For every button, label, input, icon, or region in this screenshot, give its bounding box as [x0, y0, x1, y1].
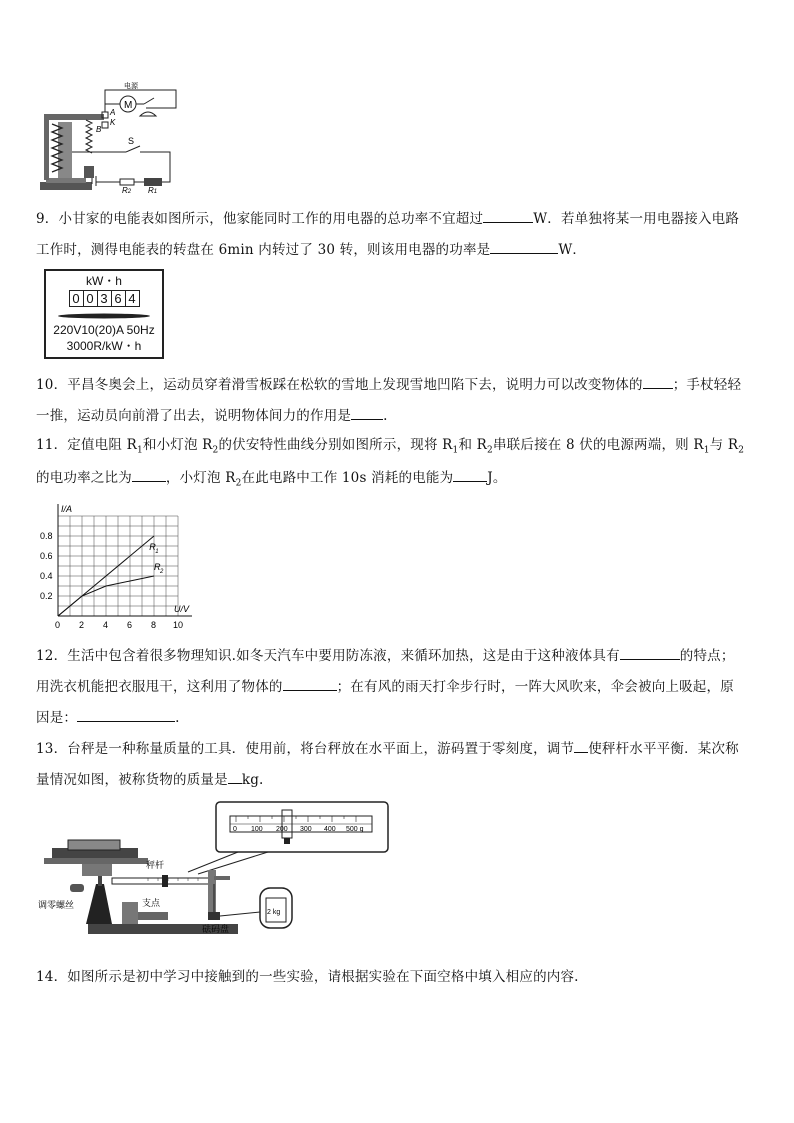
q13-number: 13．	[36, 741, 68, 757]
weight-pan-label: 砝码盘	[202, 924, 230, 934]
label-K: K	[110, 118, 116, 127]
label-A: A	[110, 108, 116, 117]
q13-blank-2[interactable]	[228, 769, 242, 784]
x-tick-label: 10	[173, 620, 184, 630]
switch-S-label: S	[128, 136, 135, 146]
series-label-sub-R1: 1	[155, 549, 159, 555]
q12-blank-3[interactable]	[77, 707, 175, 722]
x-tick-label: 8	[151, 620, 157, 630]
energy-meter	[44, 269, 164, 359]
q13-line1: 13．台秤是一种称量质量的工具．使用前，将台秤放在水平面上，游码置于零刻度，调节 使秤杆水平平衡．某次称	[36, 738, 739, 758]
q12-line2: 用洗衣机能把衣服甩干，这利用了物体的 ；在有风的雨天打伞步行时，一阵大风吹来，伞会被向上吸起，原	[36, 676, 734, 696]
label-B: B	[96, 125, 102, 134]
platform-scale-figure	[38, 800, 398, 942]
relay-circuit-figure	[36, 82, 186, 194]
q12-line1: 12．生活中包含着很多物理知识.如冬天汽车中要用防冻液，来循环加热，这是由于这种液体具有 的特点；	[36, 645, 735, 665]
weight-2kg-label: 2 kg	[267, 909, 281, 916]
y-axis-label: I/A	[61, 504, 73, 514]
x-tick-label: 4	[103, 620, 109, 630]
meter-rev: 3000R/kW・h	[66, 339, 142, 353]
scale-tick-0: 0	[233, 826, 237, 833]
scale-tick-500: 500 g	[346, 826, 364, 833]
meter-digits	[46, 290, 162, 307]
q10-line1: 10．平昌冬奥会上，运动员穿着滑雪板踩在松软的雪地上发现雪地凹陷下去，说明力可以改变物体的 ；手杖轻轻	[36, 374, 741, 394]
x-axis-label: U/V	[174, 604, 190, 614]
q12-line3: 因是： .	[36, 707, 180, 727]
q12-blank-2[interactable]	[283, 676, 337, 691]
q14-number: 14．	[36, 969, 68, 985]
q12-number: 12．	[36, 648, 68, 664]
meter-digit: 3	[98, 290, 112, 307]
q9-blank-2[interactable]	[490, 239, 558, 254]
meter-digit: 0	[84, 290, 98, 307]
beam-label: 秤杆	[146, 860, 165, 870]
q12-blank-1[interactable]	[620, 645, 680, 660]
R2-label: R2	[122, 186, 132, 194]
meter-disc-icon	[46, 310, 162, 322]
scale-tick-400: 400	[324, 826, 336, 833]
series-label-R2: R	[154, 562, 161, 572]
q9-line1: 9．小甘家的电能表如图所示，他家能同时工作的用电器的总功率不宜超过 W．若单独将某一用电器接入电路	[36, 208, 739, 228]
q9-number: 9．	[36, 211, 59, 227]
x-tick-label: 6	[127, 620, 133, 630]
motor-label: M	[124, 100, 133, 111]
y-tick-label: 0.6	[40, 551, 53, 561]
scale-tick-300: 300	[300, 826, 312, 833]
meter-digit: 0	[69, 290, 84, 307]
scale-tick-200: 200	[276, 826, 288, 833]
meter-spec: 220V10(20)A 50Hz	[53, 323, 155, 337]
q14-line1: 14．如图所示是初中学习中接触到的一些实验，请根据实验在下面空格中填入相应的内容.	[36, 969, 579, 985]
q9-blank-1[interactable]	[483, 208, 533, 223]
y-tick-label: 0.4	[40, 571, 53, 581]
scale-tick-100: 100	[251, 826, 263, 833]
q10-number: 10．	[36, 377, 68, 393]
zero-screw-label: 调零螺丝	[38, 900, 75, 910]
q9-line2: 工作时，测得电能表的转盘在 6min 内转过了 30 转，则该用电器的功率是 W．	[36, 239, 586, 259]
series-label-R1: R	[149, 542, 156, 552]
q11-blank-2[interactable]	[453, 467, 487, 482]
meter-digit: 6	[112, 290, 126, 307]
power-label: 电源	[124, 83, 138, 90]
q11-number: 11．	[36, 437, 68, 453]
meter-digit: 4	[126, 290, 140, 307]
q13-blank-1[interactable]	[574, 738, 588, 753]
iu-chart	[36, 498, 206, 633]
q10-blank-2[interactable]	[351, 405, 383, 420]
q11-blank-1[interactable]	[132, 467, 166, 482]
q10-line2: 一推，运动员向前滑了出去，说明物体间力的作用是 .	[36, 405, 388, 425]
x-tick-label: 0	[55, 620, 61, 630]
q11-line2: 的电功率之比为 ，小灯泡 $R_2$在此电路中工作 10s 消耗的电能为 J。	[36, 467, 507, 493]
x-tick-label: 2	[79, 620, 85, 630]
y-tick-label: 0.2	[40, 591, 53, 601]
pivot-label: 支点	[142, 898, 161, 908]
series-label-sub-R2: 2	[160, 569, 164, 575]
meter-unit: kW・h	[85, 274, 122, 288]
R1-label: R1	[148, 186, 158, 194]
q11-line1: 11．定值电阻 $R_1$和小灯泡 $R_2$的伏安特性曲线分别如图所示，现将 $R_1$和 $R_2$串联后接在 8 伏的电源两端，则 $R_1$与 $R_2$	[36, 437, 745, 456]
q10-blank-1[interactable]	[643, 374, 673, 389]
q13-line2: 量情况如图，被称货物的质量是 kg.	[36, 769, 264, 789]
y-tick-label: 0.8	[40, 531, 53, 541]
